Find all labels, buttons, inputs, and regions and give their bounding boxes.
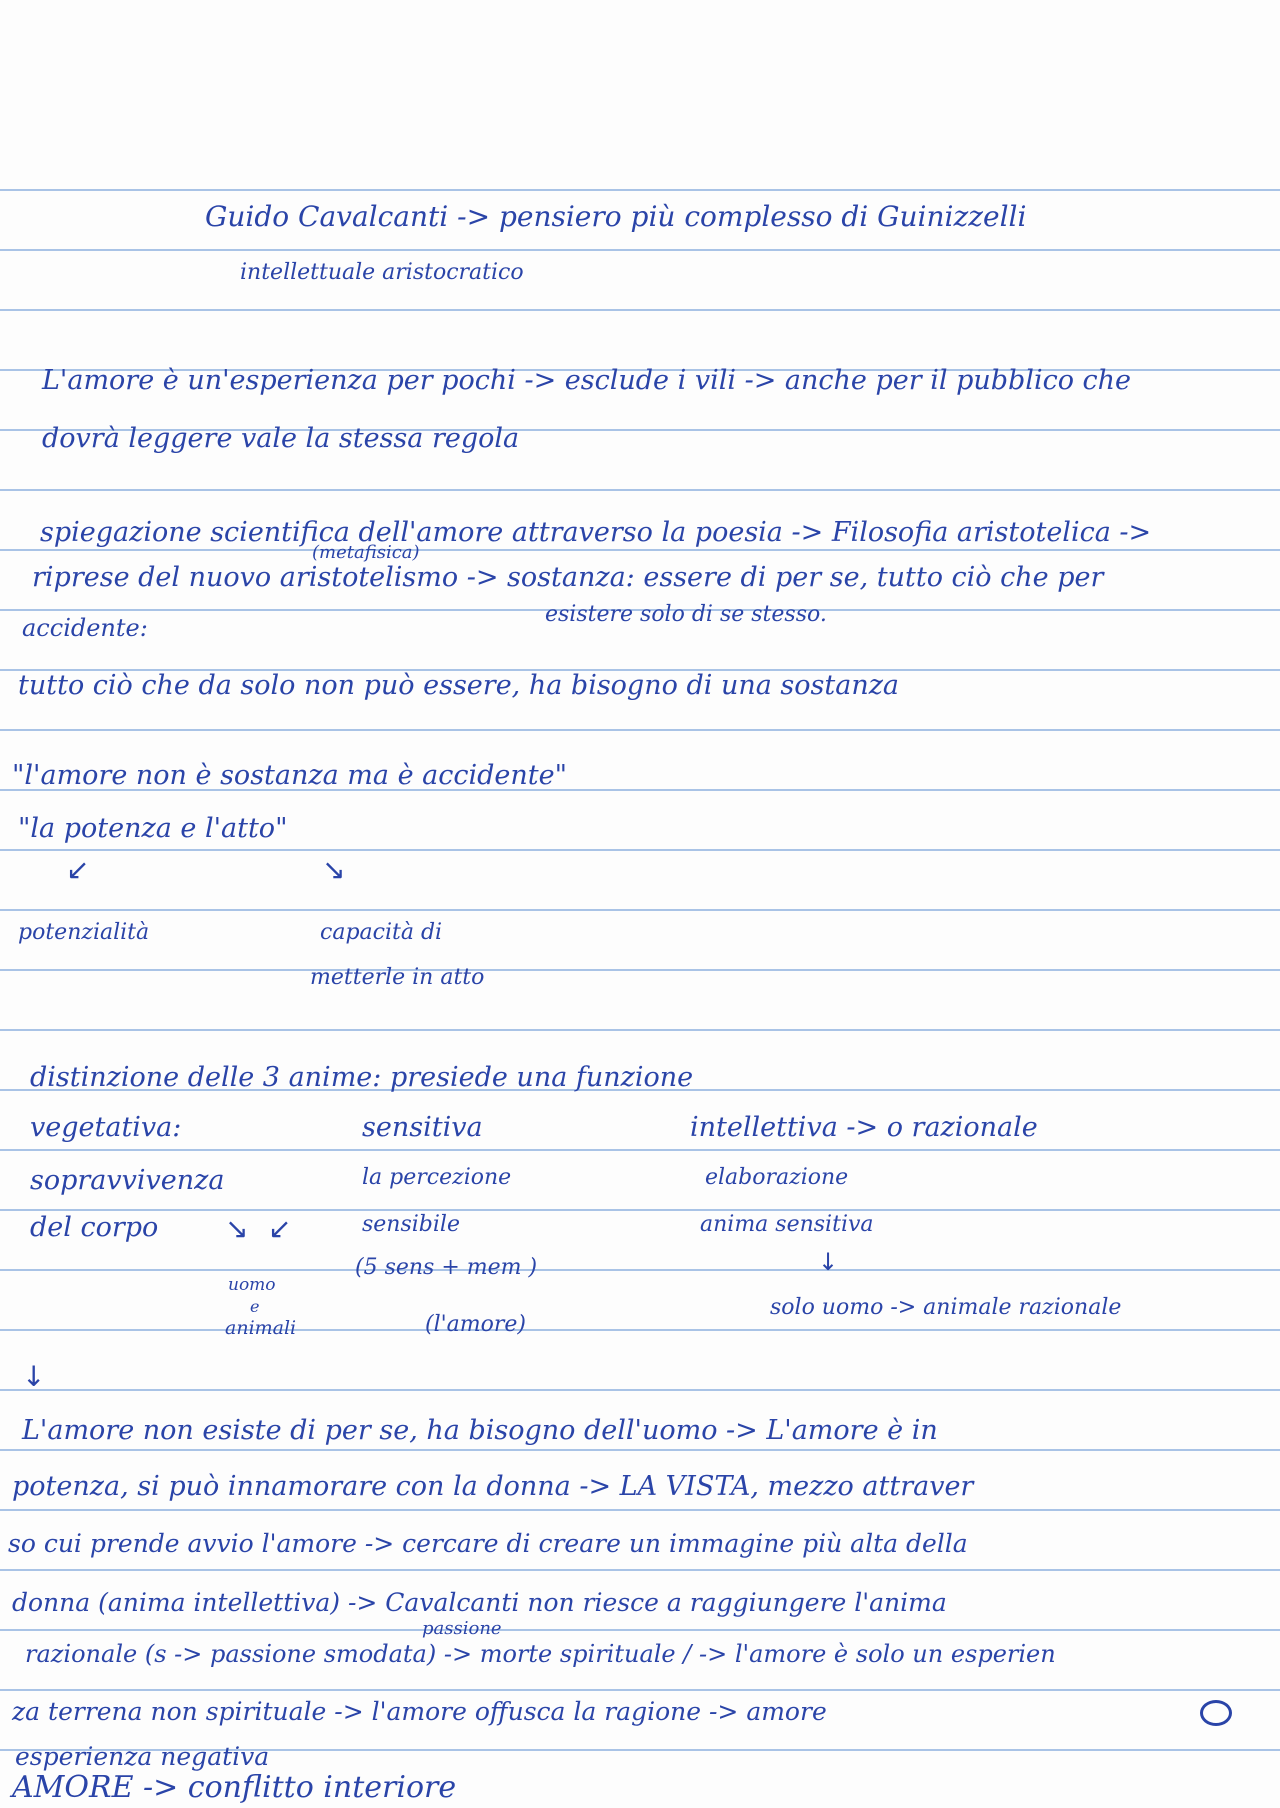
col3-line-2: elaborazione — [705, 1165, 849, 1190]
col1-line-2: sopravvivenza — [30, 1165, 225, 1196]
arrow-down-icon: ↓ — [818, 1248, 839, 1276]
note-line-5b: esistere solo di se stesso. — [545, 602, 827, 627]
para-line-5: razionale (s -> passione smodata) -> morte spirituale / -> l'amore è solo un esperien — [25, 1640, 1056, 1668]
note-line-1: Guido Cavalcanti -> pensiero più complesso di Guinizzelli — [205, 200, 1027, 233]
circle-doodle — [1200, 1700, 1232, 1726]
note-metterle: metterle in atto — [310, 965, 485, 990]
col1-line-1: vegetativa: — [30, 1112, 182, 1143]
note-line-4: spiegazione scientifica dell'amore attraverso la poesia -> Filosofia aristotelica -> — [40, 517, 1152, 548]
para-line-4: donna (anima intellettiva) -> Cavalcanti non riesce a raggiungere l'anima — [12, 1588, 947, 1617]
note-line-3: dovrà leggere vale la stessa regola — [42, 423, 520, 454]
note-e: e — [250, 1297, 260, 1316]
note-line-6: accidente: — [22, 614, 148, 642]
arrow-down-icon-2: ↓ — [22, 1360, 46, 1393]
para-line-8: AMORE -> conflitto interiore — [12, 1770, 457, 1805]
note-line-1b: intellettuale aristocratico — [240, 260, 524, 285]
note-line-4b: (metafisica) — [312, 542, 420, 563]
arrow-down-right-icon: ↘ — [322, 853, 346, 886]
note-line-2: L'amore è un'esperienza per pochi -> esclude i vili -> anche per il pubblico che — [42, 365, 1132, 396]
note-potenzialita: potenzialità — [18, 920, 150, 945]
col3-line-1: intellettiva -> o razionale — [690, 1112, 1038, 1143]
col2-line-1: sensitiva — [362, 1112, 483, 1143]
col2-line-3: sensibile — [362, 1212, 460, 1237]
note-animali: animali — [225, 1317, 297, 1339]
col1-line-3: del corpo — [30, 1212, 159, 1243]
note-uomo: uomo — [228, 1275, 276, 1295]
col3-line-3: anima sensitiva — [700, 1212, 874, 1237]
note-capacita: capacità di — [320, 920, 443, 945]
col2-line-4: (5 sens + mem ) — [355, 1255, 538, 1280]
arrow-down-left-icon-2: ↙ — [268, 1212, 292, 1245]
arrow-down-left-icon: ↙ — [66, 853, 90, 886]
note-line-8: "l'amore non è sostanza ma è accidente" — [12, 760, 568, 791]
para-line-1: L'amore non esiste di per se, ha bisogno dell'uomo -> L'amore è in — [22, 1415, 938, 1446]
col3-line-4: solo uomo -> animale razionale — [770, 1295, 1122, 1320]
note-line-5: riprese del nuovo aristotelismo -> sostanza: essere di per se, tutto ciò che per — [32, 562, 1104, 593]
arrow-down-right-icon-2: ↘ — [225, 1212, 249, 1245]
note-line-9: "la potenza e l'atto" — [18, 813, 288, 844]
note-line-7: tutto ciò che da solo non può essere, ha bisogno di una sostanza — [18, 670, 900, 701]
para-line-2: potenza, si può innamorare con la donna -> LA VISTA, mezzo attraver — [12, 1471, 974, 1502]
para-line-3: so cui prende avvio l'amore -> cercare di creare un immagine più alta della — [8, 1529, 968, 1558]
note-line-12: distinzione delle 3 anime: presiede una funzione — [30, 1062, 694, 1093]
col2-line-5: (l'amore) — [425, 1312, 527, 1337]
para-line-5b: passione — [422, 1618, 502, 1639]
para-line-6: za terrena non spirituale -> l'amore offusca la ragione -> amore — [12, 1697, 827, 1726]
para-line-7: esperienza negativa — [15, 1742, 270, 1771]
col2-line-2: la percezione — [362, 1165, 512, 1190]
